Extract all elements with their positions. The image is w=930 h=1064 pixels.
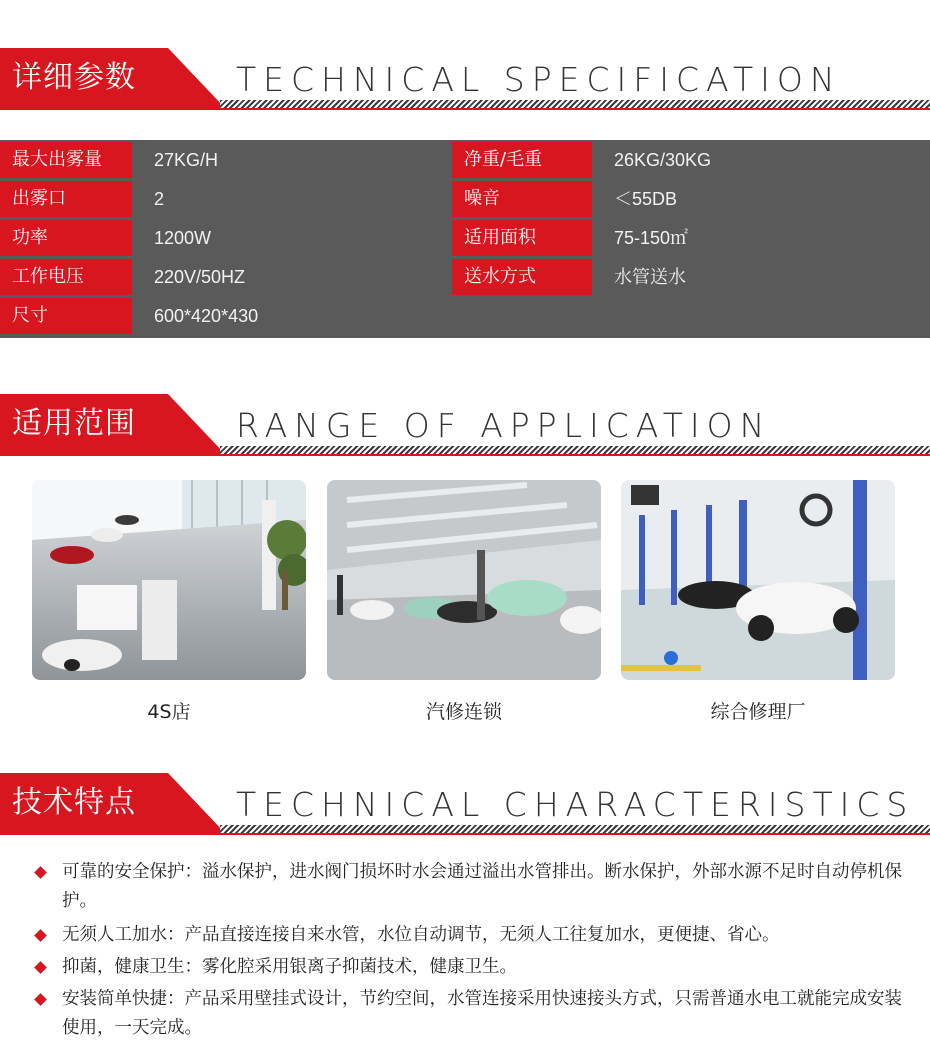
spec-section-header bbox=[0, 48, 930, 118]
spec-value: ＜55DB bbox=[614, 189, 678, 209]
feat-title-en: TECHNICAL CHARACTERISTICS bbox=[236, 785, 915, 824]
header-hatch bbox=[220, 825, 930, 833]
feat-title-cn: 技术特点 bbox=[12, 785, 136, 820]
feature-text: 安装简单快捷：产品采用壁挂式设计，节约空间，水管连接采用快速接头方式，只需普通水电工就能完成安装使用，一天完成。 bbox=[62, 989, 902, 1038]
header-hatch bbox=[220, 446, 930, 454]
header-divider bbox=[0, 108, 930, 110]
diamond-bullet-icon bbox=[34, 866, 47, 879]
header-hatch bbox=[220, 100, 930, 108]
feature-text: 无须人工加水：产品直接连接自来水管，水位自动调节，无须人工往复加水，更便捷、省心。 bbox=[62, 925, 780, 945]
header-divider bbox=[0, 454, 930, 456]
diamond-bullet-icon bbox=[34, 993, 47, 1006]
spec-label: 出雾口 bbox=[0, 181, 132, 217]
feature-item bbox=[32, 953, 912, 982]
app-section-header bbox=[0, 394, 930, 464]
spec-row bbox=[0, 220, 930, 256]
application-caption: 4S店 bbox=[147, 701, 191, 723]
spec-row bbox=[0, 142, 930, 178]
feat-section-header bbox=[0, 773, 930, 843]
feature-item bbox=[32, 985, 912, 1043]
spec-value: 75-150㎡ bbox=[614, 228, 689, 248]
diamond-bullet-icon bbox=[34, 961, 47, 974]
spec-value: 1200W bbox=[154, 228, 212, 248]
header-divider bbox=[0, 833, 930, 835]
app-title-en: RANGE OF APPLICATION bbox=[236, 406, 772, 445]
spec-title-cn: 详细参数 bbox=[12, 60, 136, 95]
app-title-cn: 适用范围 bbox=[12, 406, 136, 441]
repair-shop-photo bbox=[621, 480, 895, 680]
spec-title-en: TECHNICAL SPECIFICATION bbox=[236, 60, 842, 99]
spec-row bbox=[0, 298, 930, 334]
feature-item bbox=[32, 858, 912, 916]
spec-table bbox=[0, 140, 930, 338]
feature-list bbox=[32, 858, 912, 1043]
diamond-bullet-icon bbox=[34, 929, 47, 942]
application-caption: 汽修连锁 bbox=[425, 701, 502, 723]
application-caption: 综合修理厂 bbox=[710, 701, 806, 723]
feature-text: 抑菌，健康卫生：雾化腔采用银离子抑菌技术，健康卫生。 bbox=[62, 957, 517, 977]
spec-value: 220V/50HZ bbox=[154, 267, 246, 287]
showroom-photo bbox=[32, 480, 306, 680]
spec-label: 尺寸 bbox=[0, 298, 132, 334]
repair-chain-photo bbox=[327, 480, 601, 680]
feature-text: 可靠的安全保护：溢水保护，进水阀门损坏时水会通过溢出水管排出。断水保护，外部水源不足时自动停机保护。 bbox=[62, 862, 902, 911]
spec-label: 工作电压 bbox=[0, 259, 132, 295]
spec-label: 送水方式 bbox=[452, 259, 592, 295]
spec-value: 2 bbox=[154, 189, 165, 209]
spec-value: 27KG/H bbox=[154, 150, 219, 170]
spec-value: 水管送水 bbox=[614, 267, 686, 287]
spec-value: 600*420*430 bbox=[154, 306, 259, 326]
spec-label: 功率 bbox=[0, 220, 132, 256]
spec-label: 噪音 bbox=[452, 181, 592, 217]
spec-row bbox=[0, 181, 930, 217]
spec-label: 净重/毛重 bbox=[452, 142, 592, 178]
spec-row bbox=[0, 259, 930, 295]
spec-value: 26KG/30KG bbox=[614, 150, 712, 170]
spec-label: 最大出雾量 bbox=[0, 142, 132, 178]
spec-label: 适用面积 bbox=[452, 220, 592, 256]
feature-item bbox=[32, 921, 912, 950]
